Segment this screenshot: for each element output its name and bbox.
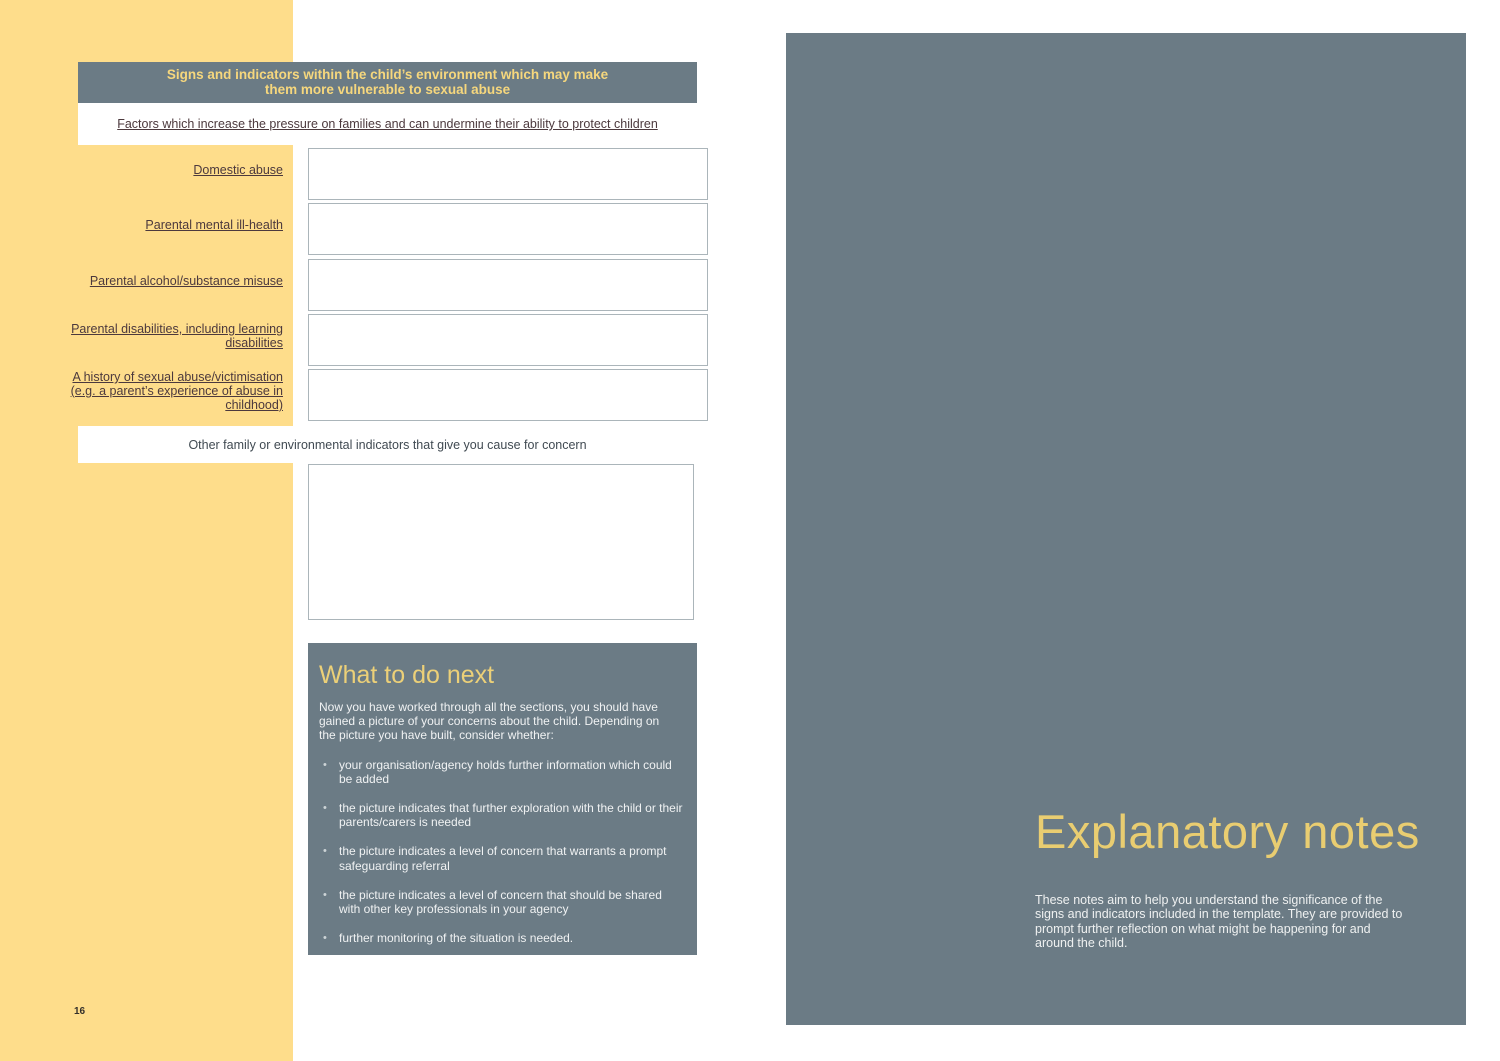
bullet-item: • the picture indicates a level of concern that warrants a prompt safeguarding referral bbox=[319, 844, 685, 872]
other-indicators-textarea[interactable] bbox=[308, 464, 694, 620]
explanatory-notes-title: Explanatory notes bbox=[1035, 805, 1420, 858]
factors-link[interactable]: Factors which increase the pressure on families and can undermine their ability to protect children bbox=[117, 117, 658, 131]
explanatory-notes-panel bbox=[786, 33, 1466, 1025]
bullet-item: • your organisation/agency holds further information which could be added bbox=[319, 758, 685, 786]
field-label-parental-disabilities bbox=[70, 314, 283, 358]
factors-band bbox=[78, 103, 697, 145]
what-to-do-next-title: What to do next bbox=[319, 661, 495, 689]
explanatory-notes-body: These notes aim to help you understand the significance of the signs and indicators included in the template. They are provided to prompt further reflection on what might be happening for and around the child. bbox=[1035, 893, 1403, 951]
field-label-parental-mental-ill-health bbox=[70, 203, 283, 247]
section-header-title: Signs and indicators within the child’s environment which may make them more vulnerable to sexual abuse bbox=[166, 67, 609, 97]
field-link-parental-disabilities[interactable]: Parental disabilities, including learning disabilities bbox=[71, 322, 283, 350]
field-link-history-of-sexual-abuse[interactable]: A history of sexual abuse/victimisation (e.g. a parent’s experience of abuse in childhood) bbox=[70, 370, 283, 412]
other-indicators-band bbox=[78, 426, 697, 463]
bullet-item: • the picture indicates a level of concern that should be shared with other key professionals in your agency bbox=[319, 888, 685, 916]
field-label-parental-alcohol-substance-misuse bbox=[70, 259, 283, 303]
field-input-parental-disabilities[interactable] bbox=[308, 314, 708, 366]
field-link-domestic-abuse[interactable]: Domestic abuse bbox=[193, 163, 283, 177]
what-to-do-next-intro: Now you have worked through all the sections, you should have gained a picture of your concerns about the child. Depending on the picture you have built, consider whether: bbox=[319, 700, 660, 743]
field-label-history-of-sexual-abuse bbox=[70, 369, 283, 413]
other-indicators-label: Other family or environmental indicators that give you cause for concern bbox=[188, 437, 587, 452]
what-to-do-next-bullet-list bbox=[319, 757, 683, 946]
page-number: 16 bbox=[74, 1006, 86, 1017]
section-header bbox=[78, 62, 697, 103]
bullet-item: • the picture indicates that further exploration with the child or their parents/carers is needed bbox=[319, 801, 685, 829]
field-label-domestic-abuse bbox=[70, 148, 283, 192]
field-link-parental-mental-ill-health[interactable]: Parental mental ill-health bbox=[145, 218, 283, 232]
field-input-parental-alcohol-substance-misuse[interactable] bbox=[308, 259, 708, 311]
field-input-history-of-sexual-abuse[interactable] bbox=[308, 369, 708, 421]
field-link-parental-alcohol-substance-misuse[interactable]: Parental alcohol/substance misuse bbox=[89, 274, 283, 288]
field-input-parental-mental-ill-health[interactable] bbox=[308, 203, 708, 255]
what-to-do-next-box bbox=[308, 643, 697, 955]
field-input-domestic-abuse[interactable] bbox=[308, 148, 708, 200]
bullet-item: • further monitoring of the situation is needed. bbox=[319, 931, 685, 945]
